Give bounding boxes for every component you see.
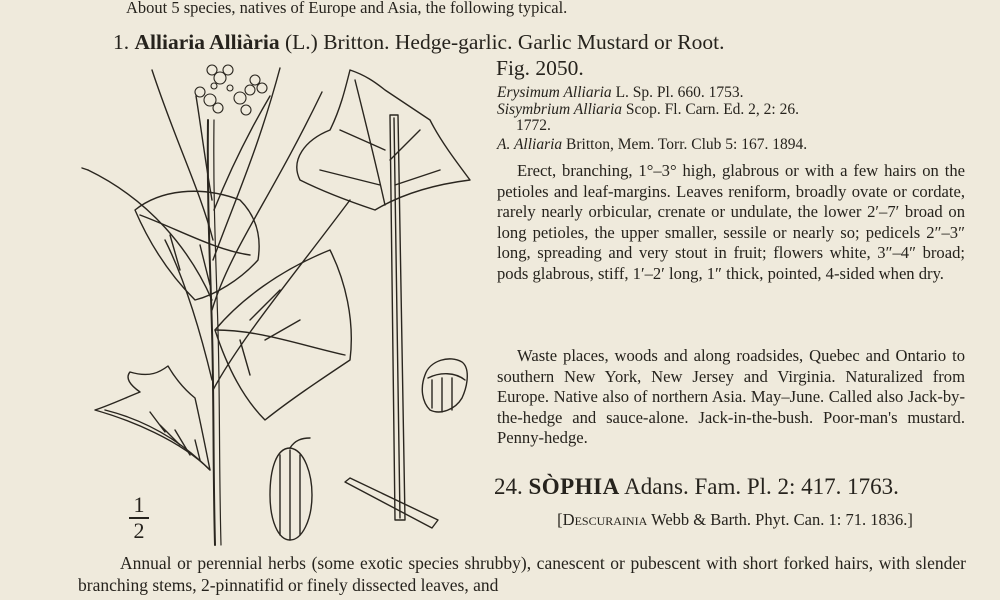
genus-heading bbox=[494, 474, 899, 500]
synonym-name: Sisymbrium Alliaria bbox=[497, 101, 623, 118]
figure-reference: Fig. 2050. bbox=[496, 56, 584, 80]
bracket-open: [ bbox=[557, 510, 563, 529]
synonym-ref: 1772. bbox=[516, 117, 551, 134]
genus-name: SÒPHIA bbox=[528, 474, 620, 499]
synonym-name: Erysimum Alliaria bbox=[497, 84, 612, 101]
species-habitat: Waste places, woods and along roadsides, Quebec and Ontario to southern New York, New Jersey and Virginia. Naturalized from Europe. Native also of northern Asia. May–June. Called also Jack-by-the-hedge and sauce-alone. Jack-in-the-bush. Poor-man's mustard. Penny-hedge. bbox=[497, 346, 965, 447]
cross-section-detail bbox=[422, 359, 467, 412]
species-authority: (L.) Britton. bbox=[285, 30, 390, 54]
synonym-ref: Scop. Fl. Carn. Ed. 2, 2: 26. bbox=[625, 101, 799, 118]
scale-numerator: 1 bbox=[133, 492, 145, 517]
synonym-name: A. Alliaria bbox=[497, 136, 563, 153]
genus-synonym-ref: Webb & Barth. Phyt. Can. 1: 71. 1836.] bbox=[647, 510, 913, 529]
synonym-line bbox=[516, 117, 551, 135]
species-name: Alliaria Alliària bbox=[134, 30, 280, 54]
flower-cluster bbox=[195, 65, 267, 115]
synonym-ref: L. Sp. Pl. 660. 1753. bbox=[615, 84, 744, 101]
scale-denominator: 2 bbox=[133, 517, 145, 543]
plant-illustration bbox=[0, 0, 490, 560]
upper-leaf bbox=[297, 70, 470, 210]
intro-line: About 5 species, natives of Europe and Asia, the following typical. bbox=[126, 0, 568, 17]
species-common-names: Hedge-garlic. Garlic Mustard or Root. bbox=[394, 30, 725, 54]
seed-detail bbox=[270, 448, 312, 540]
genus-number: 24. bbox=[494, 474, 523, 499]
genus-synonym-name: Descurainia bbox=[562, 510, 648, 529]
genus-description: Annual or perennial herbs (some exotic species shrubby), canescent or pubescent with short forked hairs, with slender branching stems, 2-pinnatifid or finely dissected leaves, and bbox=[78, 553, 966, 595]
species-description: Erect, branching, 1°–3° high, glabrous or with a few hairs on the petioles and leaf-margins. Leaves reniform, broadly ovate or cordate, rarely nearly orbicular, crenate or undulate, the lower 2′–7′ broad on long petioles, the upper smaller, sessile or nearly so; pedicels 2″–3″ long, spreading and very stout in fruit; flowers white, 3″–4″ broad; pods glabrous, stiff, 1′–2′ long, 1″ thick, pointed, 4-sided when dry. bbox=[497, 161, 965, 283]
species-number: 1. bbox=[113, 30, 130, 54]
genus-synonym bbox=[505, 510, 965, 530]
middle-leaf bbox=[215, 250, 351, 420]
synonym-line bbox=[497, 84, 743, 102]
genus-citation: Adans. Fam. Pl. 2: 417. 1763. bbox=[624, 474, 899, 499]
scale-fraction bbox=[127, 494, 151, 542]
synonym-line bbox=[497, 136, 807, 154]
synonym-ref: Britton, Mem. Torr. Club 5: 167. 1894. bbox=[566, 136, 808, 153]
seed-pod bbox=[88, 170, 212, 300]
